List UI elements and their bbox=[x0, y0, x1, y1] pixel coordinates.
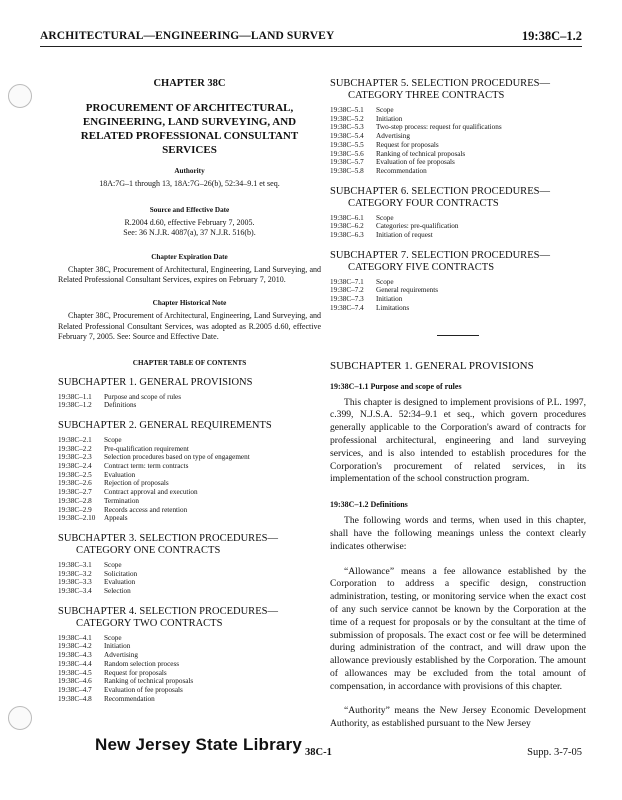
toc-heading: CHAPTER TABLE OF CONTENTS bbox=[132, 358, 247, 367]
toc-list bbox=[58, 393, 321, 410]
library-stamp: New Jersey State Library bbox=[95, 735, 303, 754]
toc-subchapter-heading: SUBCHAPTER 3. SELECTION PROCEDURES— CATEGORY ONE CONTRACTS bbox=[58, 532, 278, 556]
toc-list bbox=[330, 278, 586, 313]
toc-subchapter-heading: SUBCHAPTER 5. SELECTION PROCEDURES— CATEGORY THREE CONTRACTS bbox=[330, 78, 550, 101]
definitions-intro: The following words and terms, when used in this chapter, shall have the following meanings unless the context clearly indicates otherwise: bbox=[330, 515, 586, 552]
toc-subchapter-heading: SUBCHAPTER 6. SELECTION PROCEDURES— CATEGORY FOUR CONTRACTS bbox=[330, 185, 550, 209]
toc-subchapter-heading: SUBCHAPTER 7. SELECTION PROCEDURES— CATEGORY FIVE CONTRACTS bbox=[330, 249, 550, 273]
toc-group-6 bbox=[330, 186, 586, 240]
toc-row: 19:38C–5.5 Request for proposals bbox=[330, 140, 439, 149]
toc-list bbox=[330, 214, 586, 240]
chapter-code: 19:38C–1.2 bbox=[521, 29, 582, 43]
toc-row: 19:38C–2.9 Records access and retention bbox=[58, 505, 188, 514]
toc-subchapter-heading: SUBCHAPTER 1. GENERAL PROVISIONS bbox=[58, 376, 253, 388]
chapter-label: CHAPTER 38C bbox=[153, 78, 226, 89]
toc-group-4 bbox=[58, 606, 321, 704]
punch-hole-bottom bbox=[8, 706, 32, 730]
source-heading: Source and Effective Date bbox=[149, 205, 230, 214]
toc-row: 19:38C–4.2 Initiation bbox=[58, 642, 131, 651]
toc-row: 19:38C–7.3 Initiation bbox=[330, 295, 403, 304]
toc-list bbox=[58, 634, 321, 704]
toc-row: 19:38C–2.6 Rejection of proposals bbox=[58, 479, 169, 488]
toc-row: 19:38C–5.2 Initiation bbox=[330, 114, 403, 123]
authority-heading: Authority bbox=[174, 167, 205, 175]
section-heading-1-2: 19:38C–1.2 Definitions bbox=[330, 500, 408, 510]
toc-group-1 bbox=[58, 377, 321, 410]
toc-row: 19:38C–4.4 Random selection process bbox=[58, 659, 180, 668]
supplement-date: Supp. 3-7-05 bbox=[527, 747, 582, 758]
toc-row: 19:38C–2.2 Pre-qualification requirement bbox=[58, 444, 189, 453]
page-number: 38C-1 bbox=[305, 747, 332, 758]
toc-row: 19:38C–5.6 Ranking of technical proposals bbox=[330, 149, 466, 158]
subchapter-title: SUBCHAPTER 1. GENERAL PROVISIONS bbox=[330, 359, 534, 372]
toc-row: 19:38C–5.8 Recommendation bbox=[330, 166, 427, 175]
authority-text: 18A:7G–1 through 13, 18A:7G–26(b), 52:34–9.1 et seq. bbox=[99, 179, 280, 188]
toc-row: 19:38C–2.1 Scope bbox=[58, 435, 122, 444]
toc-subchapter-heading: SUBCHAPTER 4. SELECTION PROCEDURES— CATEGORY TWO CONTRACTS bbox=[58, 605, 278, 629]
toc-subchapter-heading: SUBCHAPTER 2. GENERAL REQUIREMENTS bbox=[58, 419, 272, 431]
toc-row: 19:38C–5.3 Two-step process: request for qualifications bbox=[330, 123, 502, 132]
toc-list bbox=[58, 436, 321, 523]
history-text: Chapter 38C, Procurement of Architectural, Engineering, Land Surveying, and Related Professional Consultant Services, was adopted as R.2005 d.60, effective February 7, 2005. See: Source and Effective Date. bbox=[58, 311, 321, 342]
toc-row: 19:38C–2.4 Contract term: term contracts bbox=[58, 462, 189, 471]
history-heading: Chapter Historical Note bbox=[152, 299, 227, 308]
expiration-text: Chapter 38C, Procurement of Architectural, Engineering, Land Surveying, and Related Professional Consultant Services, expires on February 7, 2010. bbox=[58, 264, 321, 284]
toc-row: 19:38C–7.1 Scope bbox=[330, 277, 394, 286]
toc-group-5 bbox=[330, 78, 586, 176]
toc-row: 19:38C–2.10 Appeals bbox=[58, 514, 128, 523]
left-column bbox=[58, 78, 321, 703]
toc-row: 19:38C–3.4 Selection bbox=[58, 587, 131, 596]
source-line-2: See: 36 N.J.R. 4087(a), 37 N.J.R. 516(b). bbox=[123, 228, 256, 237]
running-title: ARCHITECTURAL—ENGINEERING—LAND SURVEY bbox=[40, 30, 335, 42]
toc-row: 19:38C–2.3 Selection procedures based on type of engagement bbox=[58, 453, 250, 462]
toc-row: 19:38C–5.4 Advertising bbox=[330, 132, 410, 141]
toc-row: 19:38C–7.4 Limitations bbox=[330, 303, 410, 312]
toc-row: 19:38C–6.1 Scope bbox=[330, 213, 394, 222]
toc-row: 19:38C–1.1 Purpose and scope of rules bbox=[58, 392, 182, 401]
right-column bbox=[330, 78, 586, 739]
section-separator bbox=[437, 335, 479, 336]
toc-row: 19:38C–3.3 Evaluation bbox=[58, 578, 136, 587]
toc-row: 19:38C–4.5 Request for proposals bbox=[58, 668, 167, 677]
toc-list bbox=[330, 106, 586, 176]
header-rule bbox=[40, 46, 582, 47]
toc-row: 19:38C–4.6 Ranking of technical proposals bbox=[58, 677, 194, 686]
toc-row: 19:38C–5.1 Scope bbox=[330, 106, 394, 114]
chapter-title: PROCUREMENT OF ARCHITECTURAL, ENGINEERING, LAND SURVEYING, AND RELATED PROFESSIONAL CONSULTANT SERVICES bbox=[80, 102, 299, 156]
toc-row: 19:38C–7.2 General requirements bbox=[330, 286, 439, 295]
toc-group-2 bbox=[58, 420, 321, 523]
section-heading-1-1: 19:38C–1.1 Purpose and scope of rules bbox=[330, 381, 462, 391]
toc-list bbox=[58, 561, 321, 596]
toc-group-7 bbox=[330, 250, 586, 313]
toc-row: 19:38C–3.1 Scope bbox=[58, 560, 122, 569]
toc-row: 19:38C–2.7 Contract approval and execution bbox=[58, 488, 198, 497]
toc-row: 19:38C–4.1 Scope bbox=[58, 633, 122, 642]
toc-row: 19:38C–6.3 Initiation of request bbox=[330, 231, 433, 240]
toc-row: 19:38C–4.3 Advertising bbox=[58, 651, 138, 660]
definition-allowance: “Allowance” means a fee allowance established by the Corporation to address a specific design, construction administration, testing, or monitoring service when the exact cost of any such service cannot be known by the Corporation at the time of a request for proposals or by the consultant at the time of submission of proposals. The exact cost or fee will be determined during administration of the contract, and will draw upon the allowance previously established by the Corporation. The amount of allowances may be excluded from the total amount of compensation, in accordance with provisions of this chapter. bbox=[330, 565, 586, 692]
section-text-1-1: This chapter is designed to implement provisions of P.L. 1997, c.399, N.J.S.A. 52:34–9.1 et seq., which govern procedures generally applicable to the Corporation's award of contracts for professional architectural, engineering and land surveying services, and is also intended to establish procedures for the Corporation's procurement of related services, in its implementation of the school construction program. bbox=[330, 396, 586, 485]
toc-row: 19:38C–6.2 Categories: pre-qualification bbox=[330, 222, 459, 231]
toc-row: 19:38C–1.2 Definitions bbox=[58, 401, 137, 410]
expiration-heading: Chapter Expiration Date bbox=[151, 252, 228, 261]
toc-row: 19:38C–5.7 Evaluation of fee proposals bbox=[330, 158, 455, 167]
toc-row: 19:38C–2.5 Evaluation bbox=[58, 470, 136, 479]
toc-row: 19:38C–4.7 Evaluation of fee proposals bbox=[58, 686, 183, 694]
source-line-1: R.2004 d.60, effective February 7, 2005. bbox=[124, 217, 255, 227]
toc-group-3 bbox=[58, 533, 321, 596]
toc-row: 19:38C–2.8 Termination bbox=[58, 496, 140, 505]
punch-hole-top bbox=[8, 84, 32, 108]
toc-row: 19:38C–4.8 Recommendation bbox=[58, 694, 155, 703]
definition-authority: “Authority” means the New Jersey Economic Development Authority, as established pursuant to the New Jersey bbox=[330, 705, 586, 730]
toc-row: 19:38C–3.2 Solicitation bbox=[58, 569, 138, 578]
